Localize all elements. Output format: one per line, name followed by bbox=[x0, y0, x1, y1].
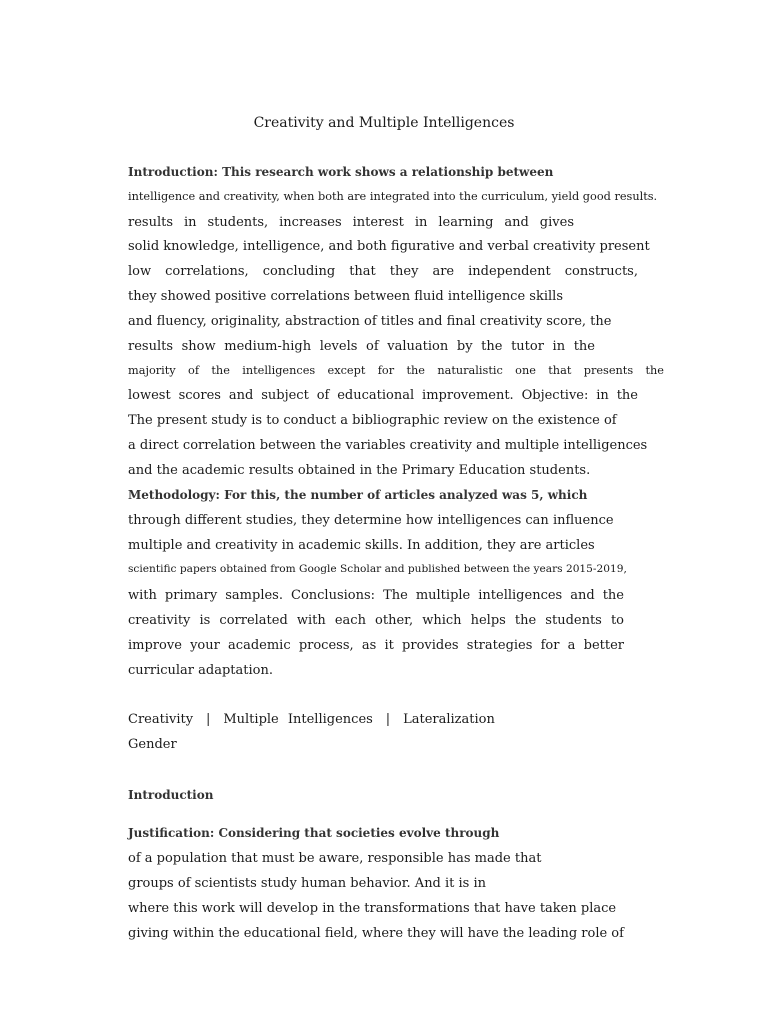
keyword: Gender bbox=[128, 737, 177, 752]
keyword-separator: | bbox=[385, 712, 391, 727]
keyword-separator: | bbox=[206, 712, 211, 727]
abstract-line: results show medium-high levels of valuation by the tutor in the bbox=[128, 339, 595, 354]
abstract-line: curricular adaptation. bbox=[128, 663, 273, 678]
abstract-line: creativity is correlated with each other, which helps the students to bbox=[128, 613, 624, 628]
keyword: Lateralization bbox=[403, 712, 495, 727]
abstract-line: The present study is to conduct a bibliographic review on the existence of bbox=[128, 413, 617, 428]
abstract-line: a direct correlation between the variables creativity and multiple intelligences bbox=[128, 438, 648, 453]
document-title: Creativity and Multiple Intelligences bbox=[253, 115, 515, 131]
body-line: Justification: Considering that societies evolve through bbox=[128, 826, 500, 840]
abstract-line: solid knowledge, intelligence, and both figurative and verbal creativity present bbox=[128, 239, 650, 254]
abstract-line: results in students, increases interest in learning and gives bbox=[128, 215, 574, 230]
body-line: groups of scientists study human behavior. And it is in bbox=[128, 876, 487, 891]
keyword: Creativity bbox=[128, 712, 194, 727]
abstract-line: and fluency, originality, abstraction of titles and final creativity score, the bbox=[128, 314, 612, 329]
abstract-line: they showed positive correlations between fluid intelligence skills bbox=[128, 289, 563, 304]
body-line: where this work will develop in the transformations that have taken place bbox=[128, 901, 617, 916]
abstract-line: improve your academic process, as it provides strategies for a better bbox=[128, 638, 624, 653]
abstract-line: intelligence and creativity, when both are integrated into the curriculum, yield good results. bbox=[128, 190, 658, 203]
abstract-line: with primary samples. Conclusions: The multiple intelligences and the bbox=[128, 588, 624, 603]
abstract-line: majority of the intelligences except for the naturalistic one that presents the bbox=[128, 364, 664, 377]
body-line: of a population that must be aware, responsible has made that bbox=[128, 851, 542, 866]
abstract-line: lowest scores and subject of educational improvement. Objective: in the bbox=[128, 388, 638, 403]
keyword: Multiple Intelligences bbox=[223, 712, 373, 727]
abstract-line: scientific papers obtained from Google Scholar and published between the years 2015-2019, bbox=[128, 563, 627, 575]
abstract-line: multiple and creativity in academic skills. In addition, they are articles bbox=[128, 538, 595, 553]
abstract-line: through different studies, they determine how intelligences can influence bbox=[128, 513, 614, 528]
abstract-line: low correlations, concluding that they are independent constructs, bbox=[128, 264, 638, 279]
abstract-line: Methodology: For this, the number of articles analyzed was 5, which bbox=[128, 488, 588, 502]
section-heading: Introduction bbox=[128, 788, 214, 802]
keywords-line bbox=[128, 713, 508, 726]
abstract-line: Introduction: This research work shows a relationship between bbox=[128, 165, 554, 179]
body-line: giving within the educational field, where they will have the leading role of bbox=[128, 926, 624, 941]
abstract-line: and the academic results obtained in the Primary Education students. bbox=[128, 463, 591, 478]
